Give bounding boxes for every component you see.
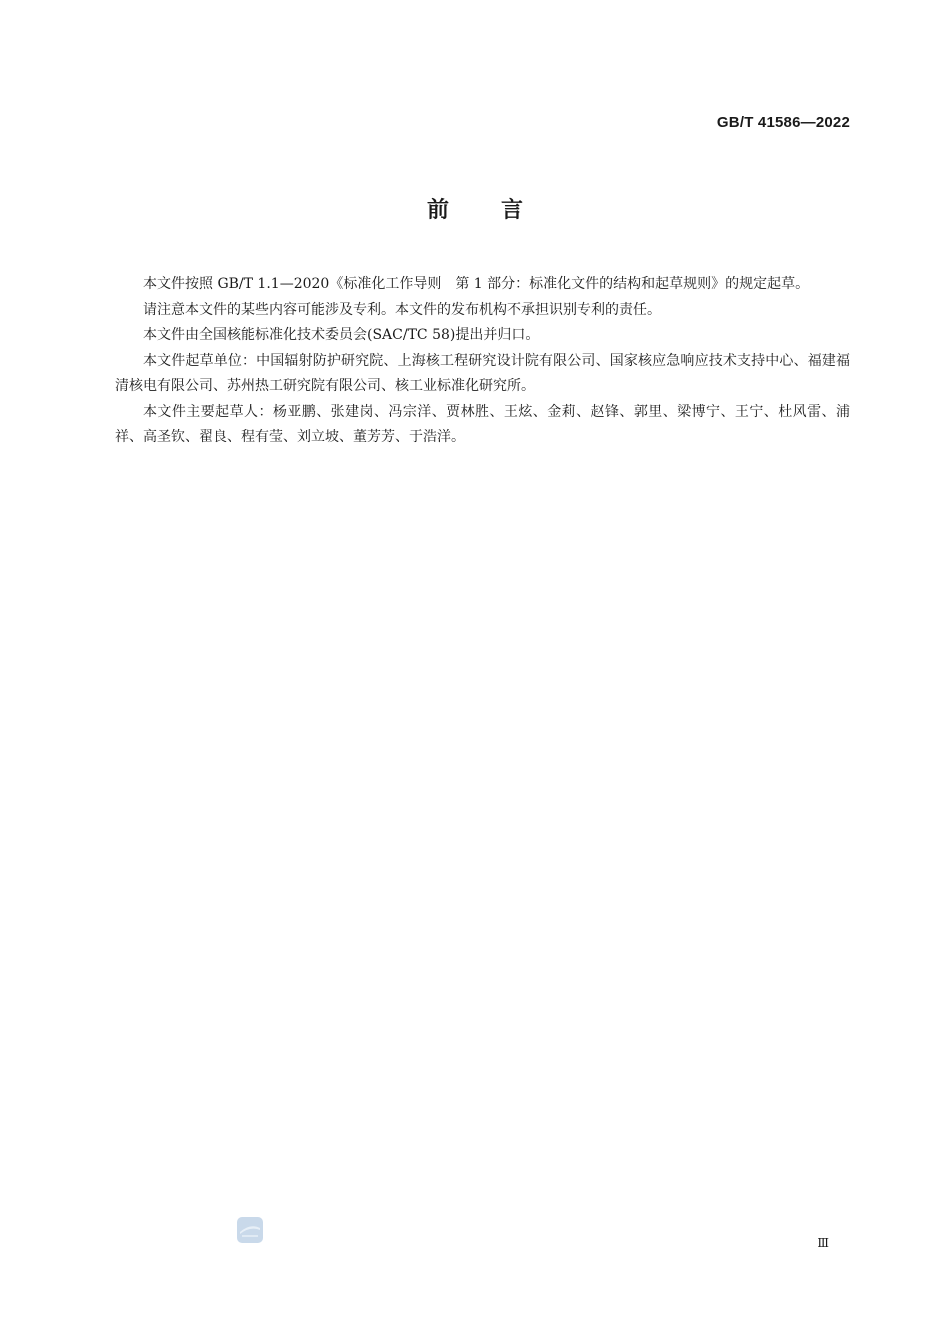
paragraph-drafting-units: 本文件起草单位：中国辐射防护研究院、上海核工程研究设计院有限公司、国家核应急响应技术支持中心、福建福清核电有限公司、苏州热工研究院有限公司、核工业标准化研究所。 [115, 352, 850, 394]
paragraph-drafting-rules: 本文件按照 GB/T 1.1—2020《标准化工作导则 第 1 部分：标准化文件的结构和起草规则》的规定起草。 [143, 276, 810, 292]
paragraph-proposer: 本文件由全国核能标准化技术委员会(SAC/TC 58)提出并归口。 [143, 327, 540, 343]
standard-code: GB/T 41586—2022 [716, 114, 850, 131]
page-number: Ⅲ [817, 1236, 829, 1250]
page-title: 前言 [426, 198, 575, 223]
sac-logo-icon [237, 1217, 263, 1243]
paragraph-drafters: 本文件主要起草人：杨亚鹏、张建岗、冯宗洋、贾林胜、王炫、金莉、赵锋、郭里、梁博宁、王宁、杜风雷、浦祥、高圣钦、翟良、程有莹、刘立坡、董芳芳、于浩洋。 [115, 403, 850, 445]
foreword-body [115, 272, 850, 451]
paragraph-patent-notice: 请注意本文件的某些内容可能涉及专利。本文件的发布机构不承担识别专利的责任。 [143, 301, 661, 318]
